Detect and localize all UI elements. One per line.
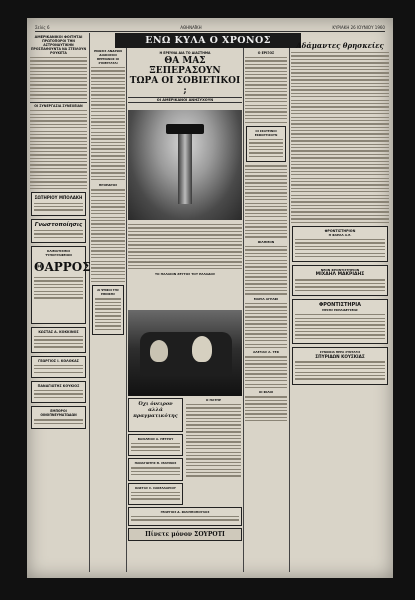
- article-text-block: [128, 224, 242, 269]
- center-lower: [128, 398, 242, 572]
- article-subheading-2: ΠΡΟΣΠΑΘΟΥΝΤΑ ΝΑ ΣΤΕΙΛΟΥΝ ΡΟΥΚΕΤΑ: [30, 47, 87, 55]
- tower-photo: [128, 110, 242, 220]
- ad-title: ΚΩΣΤΑΣ Α. ΚΟΚΚΙΝΟΣ: [38, 329, 79, 334]
- ad-subtitle: ΜΕΣΗΣ ΕΚΠΑΙΔΕΥΣΕΩΣ: [322, 308, 358, 313]
- article-subheading: ΠΡΩΤΟΠΟΡΟΙ ΤΗΝ ΑΣΤΡΟΝΑΥΤΙΚΗΝ: [42, 39, 75, 47]
- classified-ad: [128, 483, 183, 505]
- quote-box: [128, 398, 183, 432]
- quote-line-2: αλλά πραγματικότης: [133, 407, 178, 419]
- page-number: Σελίς 6: [35, 25, 50, 30]
- classified-ad: [31, 381, 86, 403]
- classified-ad: [31, 246, 91, 324]
- ad-title: ΦΡΟΝΤΙΣΤΗΡΙΟΝ: [324, 228, 356, 233]
- article-text-block: [91, 189, 125, 282]
- ad-title: ΠΑΝΑΓΙΩΤΗΣ Θ. ΜΑΡΙΝΟΣ: [134, 461, 177, 466]
- classified-ad: [31, 219, 86, 243]
- section-label: ΦΙΛΗΜΟΝ: [257, 239, 275, 244]
- classified-ad: [31, 327, 86, 353]
- column-rule: [243, 33, 244, 572]
- ad-title: ΝΕΟΝ ΦΡΟΝΤΙΣΤΗΡΙΟΝ: [320, 268, 360, 273]
- couple-photo: [128, 310, 242, 396]
- classified-ad: [31, 192, 86, 215]
- fourth-column: [245, 33, 287, 572]
- column-rule: [126, 33, 127, 572]
- section-label: ΜΑΡΙΑ ΑΓΡΑΦΙ: [253, 296, 279, 301]
- issue-date: ΚΥΡΙΑΚΗ 26 ΙΟΥΝΙΟΥ 1960: [332, 25, 385, 30]
- ad-title: ΣΠΥΡΙΔΩΝ ΚΟΥΣΚΙΑΣ: [315, 354, 365, 360]
- article-text-block: [245, 396, 287, 421]
- classified-ad: [292, 347, 388, 384]
- ad-name: ΜΙΧΑΗΛ ΜΑΚΡΙΔΗΣ: [315, 272, 365, 278]
- quote-line-1: Όχι όνειρον: [138, 401, 173, 407]
- section-label: Ο ΠΑΤΗΡ: [205, 398, 222, 402]
- ad-title: ΠΑΝΑΓΙΩΤΗΣ ΚΟΥΚΙΟΣ: [37, 383, 80, 388]
- ad-title: ΒΑΣΙΛΕΙΟΣ Α. ΠΕΤΡΟΥ: [137, 437, 174, 441]
- paper-name: ΑΘΗΝΑΪΚΗ: [180, 25, 202, 30]
- ad-title: ΕΜΠΟΡΟΙ ΟΙΝΟΠΝΕΥΜΑΤΩΔΩΝ: [40, 409, 77, 418]
- section-label: ΟΙ ΦΙΛΟΙ: [258, 390, 274, 395]
- box-title: ΑΙ ΨΗΦΟΙ ΤΗΣ ΕΘΝΙΚΗΣ: [97, 288, 119, 297]
- article-text-block: [245, 356, 287, 388]
- section-banner: ΕΝΩ ΚΥΛΑ Ο ΧΡΟΝΟΣ: [115, 33, 301, 48]
- classified-ad: [31, 406, 86, 429]
- drink-ad: [128, 528, 242, 541]
- small-box: [92, 285, 124, 335]
- article-text-block: [245, 165, 287, 238]
- classified-ad: [31, 356, 86, 378]
- ad-title: ΓΕΩΡΓΙΟΣ Ι. ΚΟΛΟΚΑΣ: [38, 358, 79, 363]
- article-heading: ΕΝΩΣΙΣ ΑΝΔΡΩΝ ΔΙΑΚΟΣΙΟΙ: [94, 49, 122, 57]
- column-rule: [289, 33, 290, 572]
- article-text-block: [245, 246, 287, 295]
- ad-subtitle: ΣΥΝΟΙΚΙΑ ΠΕΡΑ ΣΥΝΤΑΞΙΣ: [319, 350, 361, 355]
- tower-top: [166, 124, 204, 134]
- ad-title: ΚΩΣΤΑΣ Σ. ΣΑΚΕΛΛΑΡΙΟΥ: [135, 485, 176, 490]
- right-column: [291, 33, 389, 572]
- box-title: ΟΙ ΣΚΑΤΕΙΝΟΙ ΕΚΦΟΡΤΙΖΟΥΝ: [254, 128, 278, 137]
- ad-slogan: Πίνετε μόνον ΣΟΥΡΟΤΙ: [145, 530, 225, 538]
- section-heading: ΟΙ ΣΥΝΕΡΓΑΣΙΑ ΣΥΝΕΧΕΙΑΝ: [30, 102, 87, 108]
- ad-title: ΣΩΤΗΡΙΟΥ ΜΠΟΛΑΚΗ: [34, 195, 83, 201]
- classified-ad: [128, 507, 242, 526]
- ad-subtitle: ΚΛΙΜΑΤΙΣΜΟΙ ΤΥΠΟΓΡΑΦΕΙΟΝ: [45, 248, 72, 257]
- ad-title: Γνωστοποίησις: [34, 221, 83, 228]
- second-column: [91, 33, 125, 572]
- small-box: [246, 126, 286, 162]
- classified-ad: [292, 226, 388, 262]
- article-text-block: [30, 57, 87, 99]
- ad-subtitle: Η ΦΑΕΛΑ Α.Ε.: [328, 232, 352, 237]
- article-text-block: [186, 404, 241, 477]
- column-rule: [89, 33, 90, 572]
- section-label: ΠΡΟΕΔΡΟΣ: [98, 183, 118, 188]
- classified-ad: [128, 458, 183, 480]
- article-kicker: Η ΕΡΕΥΝΑ ΔΙΑ ΤΟ ΔΙΑΣΤΗΜΑ: [159, 51, 211, 55]
- man-face: [192, 336, 212, 362]
- left-column: [30, 33, 91, 572]
- classified-ad: [292, 299, 388, 344]
- headline-deck: ΟΙ ΑΜΕΡΙΚΑΝΟΙ ΑΝΗΣΥΧΟΥΝ: [128, 97, 242, 103]
- section-label: ΑΛΕΞΙΑΣ Α. ΤΕΚ: [252, 350, 280, 355]
- newspaper-page: [27, 18, 393, 578]
- article-text-block: [91, 67, 125, 180]
- article-text-block: [245, 303, 287, 348]
- article-headline: Αδάμαντες θρησκείες: [296, 41, 384, 50]
- article-text-block: [30, 110, 87, 189]
- article-text-block: [291, 52, 389, 223]
- article-heading: ΑΜΕΡΙΚΑΝΙΚΟΙ ΦΟΙΤΗΤΑΙ: [34, 35, 83, 39]
- main-headline-line-2: ΤΩΡΑ ΟΙ ΣΟΒΙΕΤΙΚΟΙ ;: [129, 76, 241, 96]
- classified-ad: [292, 265, 388, 296]
- article-subheading: ΒΕΡΜΑΝΟΣ ΟΙ ΣΥΝΕΡΓΑΤΑΙ: [96, 57, 120, 65]
- article-heading: Ο ΕΡΙΞΟΣ: [257, 51, 275, 55]
- ad-title: ΓΕΩΡΓΙΟΣ Δ. ΦΙΛΙΠΠΟΠΟΥΛΟΣ: [160, 509, 210, 514]
- woman-face: [150, 340, 168, 362]
- article-text-block: [245, 57, 287, 123]
- ad-title: ΦΡΟΝΤΙΣΤΗΡΙΑ: [318, 302, 362, 309]
- main-headline: ΘΑ ΜΑΣ ΞΕΠΕΡΑΣΟΥΝ: [149, 56, 221, 76]
- photo-caption: ΤΟ ΠΑΛΑΙΟΝ ΖΕΥΓΟΣ ΤΟΥ ΕΛΛΑΔΟΣ: [154, 271, 216, 276]
- classified-ad: [128, 434, 183, 456]
- page-header: [35, 24, 385, 32]
- tower-shaft: [178, 134, 192, 204]
- ad-brand: ΘΑΡΡΟΣ: [34, 259, 91, 274]
